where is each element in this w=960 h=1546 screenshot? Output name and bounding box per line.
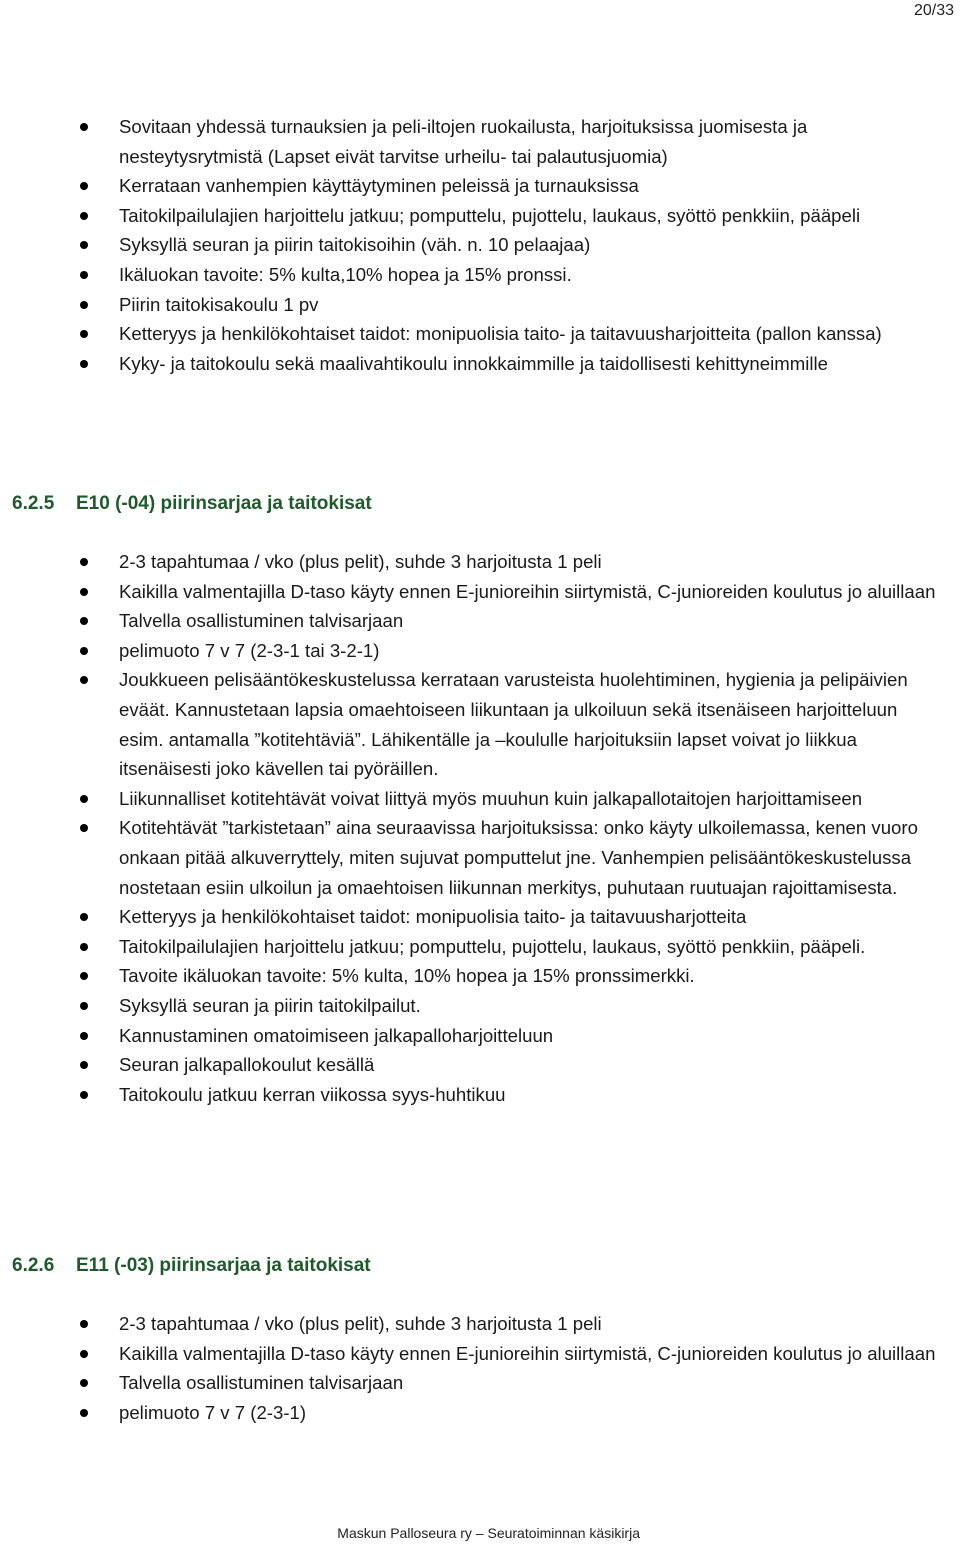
- list-item: pelimuoto 7 v 7 (2-3-1 tai 3-2-1): [0, 636, 960, 666]
- page-number: 20/33: [913, 2, 954, 19]
- bullet-list-previous-section: [0, 112, 960, 378]
- list-item: 2-3 tapahtumaa / vko (plus pelit), suhde 3 harjoitusta 1 peli: [0, 1309, 960, 1339]
- list-item: Kannustaminen omatoimiseen jalkapalloharjoitteluun: [0, 1021, 960, 1051]
- section-heading-6-2-5: [12, 493, 372, 515]
- section-title: E11 (-03) piirinsarjaa ja taitokisat: [76, 1255, 371, 1276]
- list-item: Liikunnalliset kotitehtävät voivat liittyä myös muuhun kuin jalkapallotaitojen harjoittamiseen: [0, 784, 960, 814]
- section-title: E10 (-04) piirinsarjaa ja taitokisat: [76, 493, 372, 514]
- list-item: Taitokilpailulajien harjoittelu jatkuu; pomputtelu, pujottelu, laukaus, syöttö penkkiin, pääpeli: [0, 201, 960, 231]
- list-item: Tavoite ikäluokan tavoite: 5% kulta, 10% hopea ja 15% pronssimerkki.: [0, 961, 960, 991]
- list-item: Seuran jalkapallokoulut kesällä: [0, 1050, 960, 1080]
- list-item: Ketteryys ja henkilökohtaiset taidot: monipuolisia taito- ja taitavuusharjoitteita (pallon kanssa): [0, 319, 960, 349]
- list-item: Taitokoulu jatkuu kerran viikossa syys-huhtikuu: [0, 1080, 960, 1110]
- list-item: Syksyllä seuran ja piirin taitokisoihin (väh. n. 10 pelaajaa): [0, 230, 960, 260]
- bullet-list-e11: [0, 1309, 960, 1427]
- list-item: Kerrataan vanhempien käyttäytyminen peleissä ja turnauksissa: [0, 171, 960, 201]
- list-item: Joukkueen pelisääntökeskustelussa kerrataan varusteista huolehtiminen, hygienia ja pelipäivien eväät. Kannustetaan lapsia omaehtoiseen liikuntaan ja ulkoiluun sekä itsenäiseen harjoitteluun esim. antamalla ”kotitehtäviä”. Lähikentälle ja –koululle harjoituksiin lapset voivat jo liikkua itsenäisesti joko kävellen tai pyöräillen.: [0, 665, 960, 783]
- page-footer: [0, 1525, 960, 1541]
- list-item: Piirin taitokisakoulu 1 pv: [0, 290, 960, 320]
- section-number: 6.2.6: [12, 1255, 55, 1276]
- list-item: pelimuoto 7 v 7 (2-3-1): [0, 1398, 960, 1428]
- list-item: Taitokilpailulajien harjoittelu jatkuu; pomputtelu, pujottelu, laukaus, syöttö penkkiin, pääpeli.: [0, 932, 960, 962]
- list-item: Kyky- ja taitokoulu sekä maalivahtikoulu innokkaimmille ja taidollisesti kehittyneimmille: [0, 349, 960, 379]
- footer-text: Maskun Palloseura ry – Seuratoiminnan käsikirja: [337, 1525, 640, 1541]
- bullet-list-e10: [0, 547, 960, 1109]
- section-heading-6-2-6: [12, 1255, 371, 1277]
- list-item: Ketteryys ja henkilökohtaiset taidot: monipuolisia taito- ja taitavuusharjotteita: [0, 902, 960, 932]
- list-item: Talvella osallistuminen talvisarjaan: [0, 606, 960, 636]
- list-item: Talvella osallistuminen talvisarjaan: [0, 1368, 960, 1398]
- list-item: Kaikilla valmentajilla D-taso käyty ennen E-junioreihin siirtymistä, C-junioreiden koulutus jo aluillaan: [0, 577, 960, 607]
- list-item: Sovitaan yhdessä turnauksien ja peli-iltojen ruokailusta, harjoituksissa juomisesta ja nesteytysrytmistä (Lapset eivät tarvitse urheilu- tai palautusjuomia): [0, 112, 960, 171]
- list-item: Kaikilla valmentajilla D-taso käyty ennen E-junioreihin siirtymistä, C-junioreiden koulutus jo aluillaan: [0, 1339, 960, 1369]
- list-item: 2-3 tapahtumaa / vko (plus pelit), suhde 3 harjoitusta 1 peli: [0, 547, 960, 577]
- list-item: Kotitehtävät ”tarkistetaan” aina seuraavissa harjoituksissa: onko käyty ulkoilemassa, kenen vuoro onkaan pitää alkuverryttely, miten sujuvat pomputtelut jne. Vanhempien pelisääntökeskustelussa nostetaan esiin ulkoilun ja omaehtoisen liikunnan merkitys, puhutaan ruutuajan rajoittamisesta.: [0, 813, 960, 902]
- list-item: Ikäluokan tavoite: 5% kulta,10% hopea ja 15% pronssi.: [0, 260, 960, 290]
- section-number: 6.2.5: [12, 493, 55, 514]
- list-item: Syksyllä seuran ja piirin taitokilpailut.: [0, 991, 960, 1021]
